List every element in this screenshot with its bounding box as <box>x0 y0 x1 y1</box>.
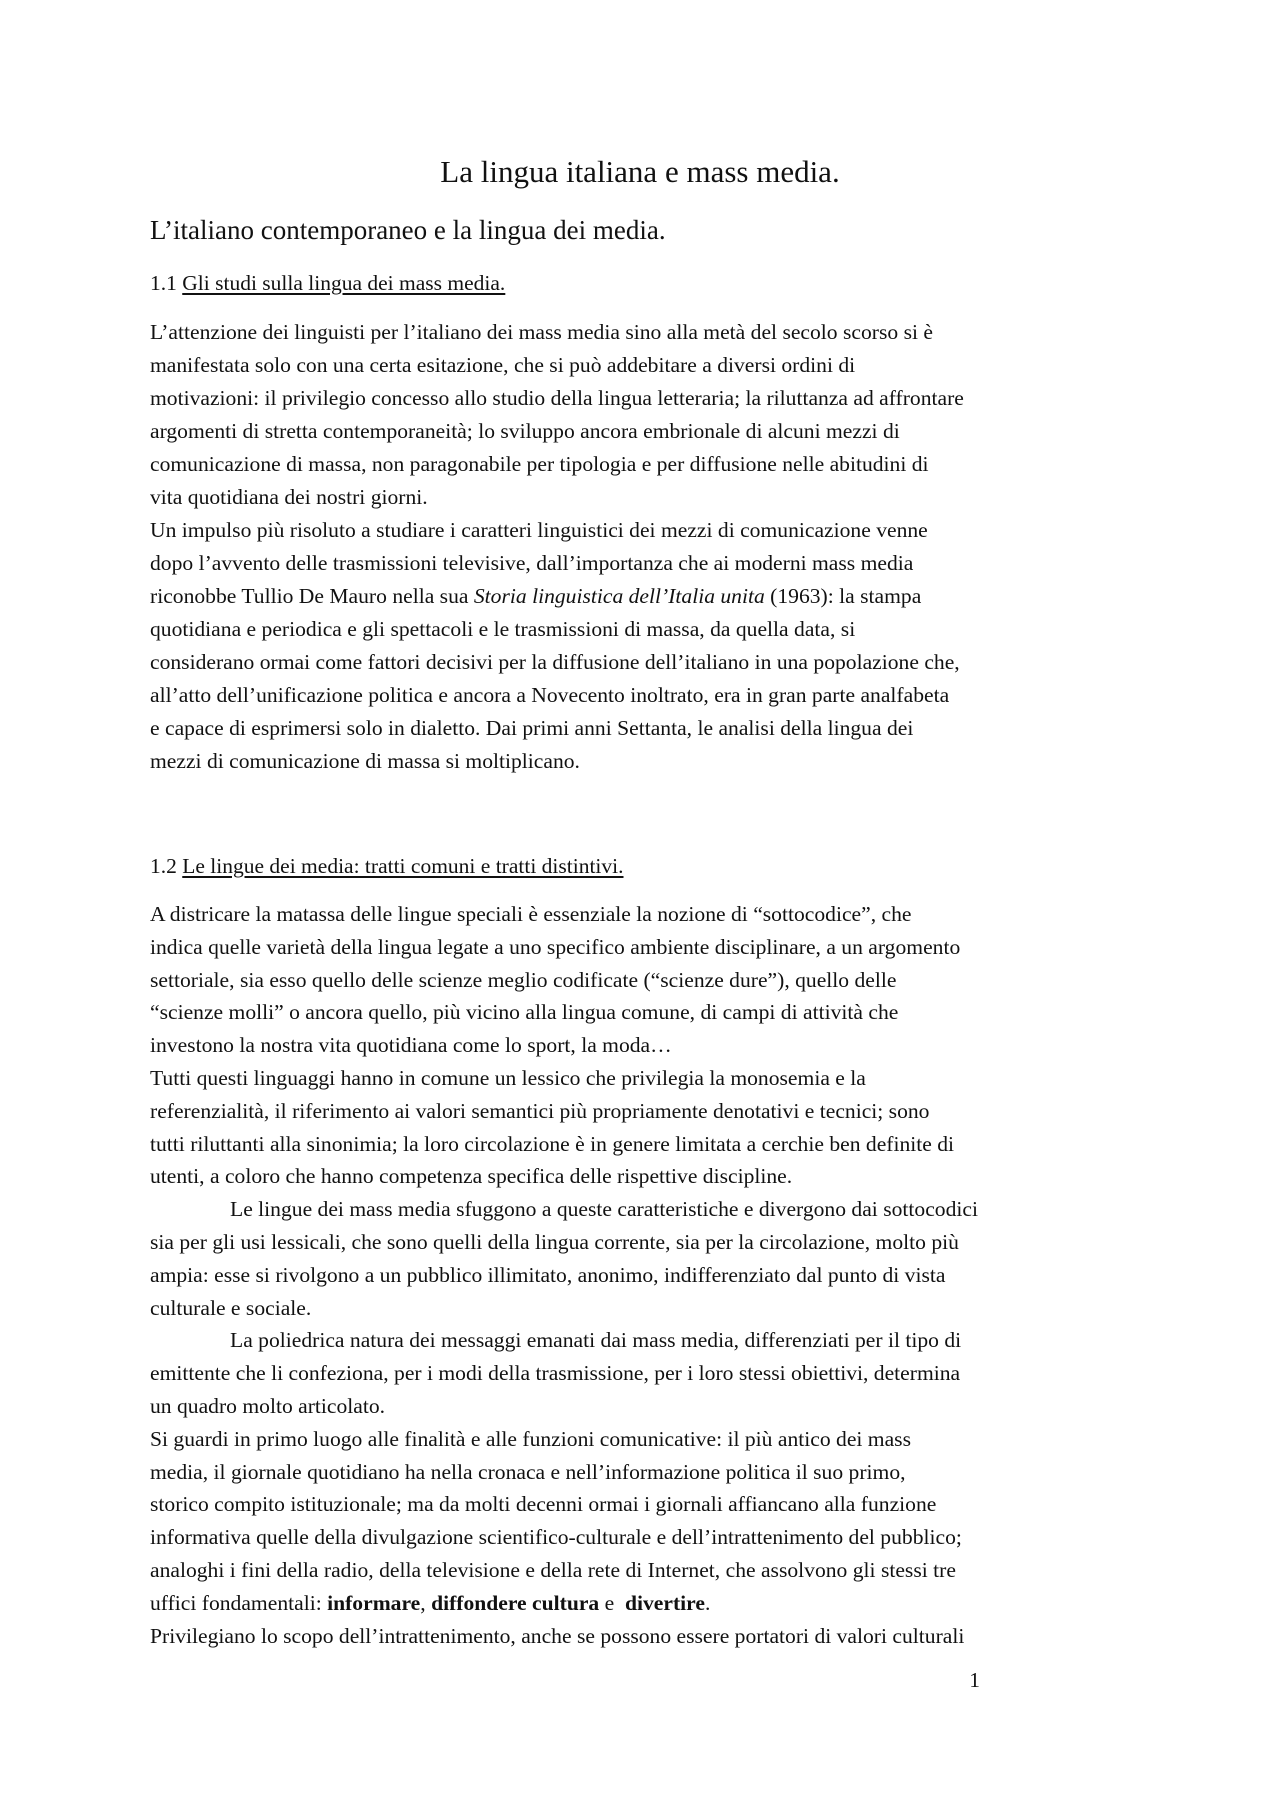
section-1-2-body <box>150 898 1130 1652</box>
section-title: Le lingue dei media: tratti comuni e tratti distintivi. <box>182 854 624 878</box>
section-heading-1-2 <box>150 851 624 881</box>
text-line: analoghi i fini della radio, della televisione e della rete di Internet, che assolvono gli stessi tre <box>150 1557 956 1582</box>
text-line: Si guardi in primo luogo alle finalità e alle funzioni comunicative: il più antico dei mass <box>150 1426 911 1451</box>
book-title: Storia linguistica dell’Italia unita <box>473 584 765 608</box>
text-line-indented: Le lingue dei mass media sfuggono a queste caratteristiche e divergono dai sottocodici <box>230 1197 978 1222</box>
text-line: all’atto dell’unificazione politica e ancora a Novecento inoltrato, era in gran parte analfabeta <box>150 683 950 707</box>
text-line: storico compito istituzionale; ma da molti decenni ormai i giornali affiancano alla funzione <box>150 1492 937 1517</box>
text-line: Privilegiano lo scopo dell’intrattenimento, anche se possono essere portatori di valori culturali <box>150 1623 965 1648</box>
text-line: vita quotidiana dei nostri giorni. <box>150 485 428 509</box>
text-line: “scienze molli” o ancora quello, più vicino alla lingua comune, di campi di attività che <box>150 1000 899 1025</box>
text-line: ampia: esse si rivolgono a un pubblico illimitato, anonimo, indifferenziato dal punto di vista <box>150 1262 946 1287</box>
text-line: manifestata solo con una certa esitazione, che si può addebitare a diversi ordini di <box>150 353 856 377</box>
text-segment: riconobbe Tullio De Mauro nella sua <box>150 584 474 608</box>
page-number: 1 <box>969 1668 980 1692</box>
text-line-with-citation <box>150 580 1130 613</box>
text-segment: . <box>704 1590 711 1615</box>
text-line: emittente che li confeziona, per i modi della trasmissione, per i loro stessi obiettivi, determina <box>150 1361 961 1386</box>
section-number: 1.1 <box>150 271 177 295</box>
text-line: dopo l’avvento delle trasmissioni televisive, dall’importanza che ai moderni mass media <box>150 551 914 575</box>
text-line: investono la nostra vita quotidiana come lo sport, la moda… <box>150 1033 672 1058</box>
text-line: A districare la matassa delle lingue speciali è essenziale la nozione di “sottocodice”, che <box>150 902 912 926</box>
text-line: Un impulso più risoluto a studiare i caratteri linguistici dei mezzi di comunicazione venne <box>150 518 928 542</box>
text-segment: , <box>420 1590 432 1615</box>
text-line: e capace di esprimersi solo in dialetto. Dai primi anni Settanta, le analisi della lingua dei <box>150 716 914 740</box>
text-line: considerano ormai come fattori decisivi per la diffusione dell’italiano in una popolazione che, <box>150 650 960 674</box>
keyword-diffondere-cultura: diffondere cultura <box>431 1590 600 1615</box>
text-segment: uffici fondamentali: <box>150 1590 328 1615</box>
text-line: settoriale, sia esso quello delle scienze meglio codificate (“scienze dure”), quello delle <box>150 967 897 992</box>
text-line: utenti, a coloro che hanno competenza specifica delle rispettive discipline. <box>150 1164 793 1189</box>
section-heading-1-1 <box>150 268 505 298</box>
text-line: sia per gli usi lessicali, che sono quelli della lingua corrente, sia per la circolazione, molto più <box>150 1229 959 1254</box>
text-line: mezzi di comunicazione di massa si moltiplicano. <box>150 749 580 773</box>
document-title: La lingua italiana e mass media. <box>440 154 840 189</box>
text-line: argomenti di stretta contemporaneità; lo sviluppo ancora embrionale di alcuni mezzi di <box>150 419 900 443</box>
text-line: quotidiana e periodica e gli spettacoli e le trasmissioni di massa, da quella data, si <box>150 617 856 641</box>
text-line: referenzialità, il riferimento ai valori semantici più propriamente denotativi e tecnici; sono <box>150 1098 930 1123</box>
keyword-informare: informare <box>327 1590 421 1615</box>
text-segment: (1963): la stampa <box>764 584 922 608</box>
text-line: informativa quelle della divulgazione scientifico-culturale e dell’intrattenimento del pubblico; <box>150 1525 962 1550</box>
text-line-indented: La poliedrica natura dei messaggi emanati dai mass media, differenziati per il tipo di <box>230 1328 962 1353</box>
document-subtitle: L’italiano contemporaneo e la lingua dei media. <box>150 215 666 245</box>
text-segment: e <box>599 1590 625 1615</box>
keyword-divertire: divertire <box>625 1590 705 1615</box>
section-1-1-body <box>150 316 1130 778</box>
text-line: indica quelle varietà della lingua legate a uno specifico ambiente disciplinare, a un argomento <box>150 934 961 959</box>
text-line: motivazioni: il privilegio concesso allo studio della lingua letteraria; la riluttanza ad affrontare <box>150 386 964 410</box>
text-line: tutti riluttanti alla sinonimia; la loro circolazione è in genere limitata a cerchie ben definite di <box>150 1131 955 1156</box>
text-line: media, il giornale quotidiano ha nella cronaca e nell’informazione politica il suo primo, <box>150 1459 906 1484</box>
section-title: Gli studi sulla lingua dei mass media. <box>182 271 506 295</box>
text-line: un quadro molto articolato. <box>150 1393 386 1418</box>
text-line-with-emphasis <box>150 1587 1130 1620</box>
section-number: 1.2 <box>150 854 177 878</box>
text-line: culturale e sociale. <box>150 1295 312 1320</box>
text-line: L’attenzione dei linguisti per l’italiano dei mass media sino alla metà del secolo scorso si è <box>150 320 933 344</box>
text-line: Tutti questi linguaggi hanno in comune un lessico che privilegia la monosemia e la <box>150 1065 866 1090</box>
text-line: comunicazione di massa, non paragonabile per tipologia e per diffusione nelle abitudini di <box>150 452 929 476</box>
